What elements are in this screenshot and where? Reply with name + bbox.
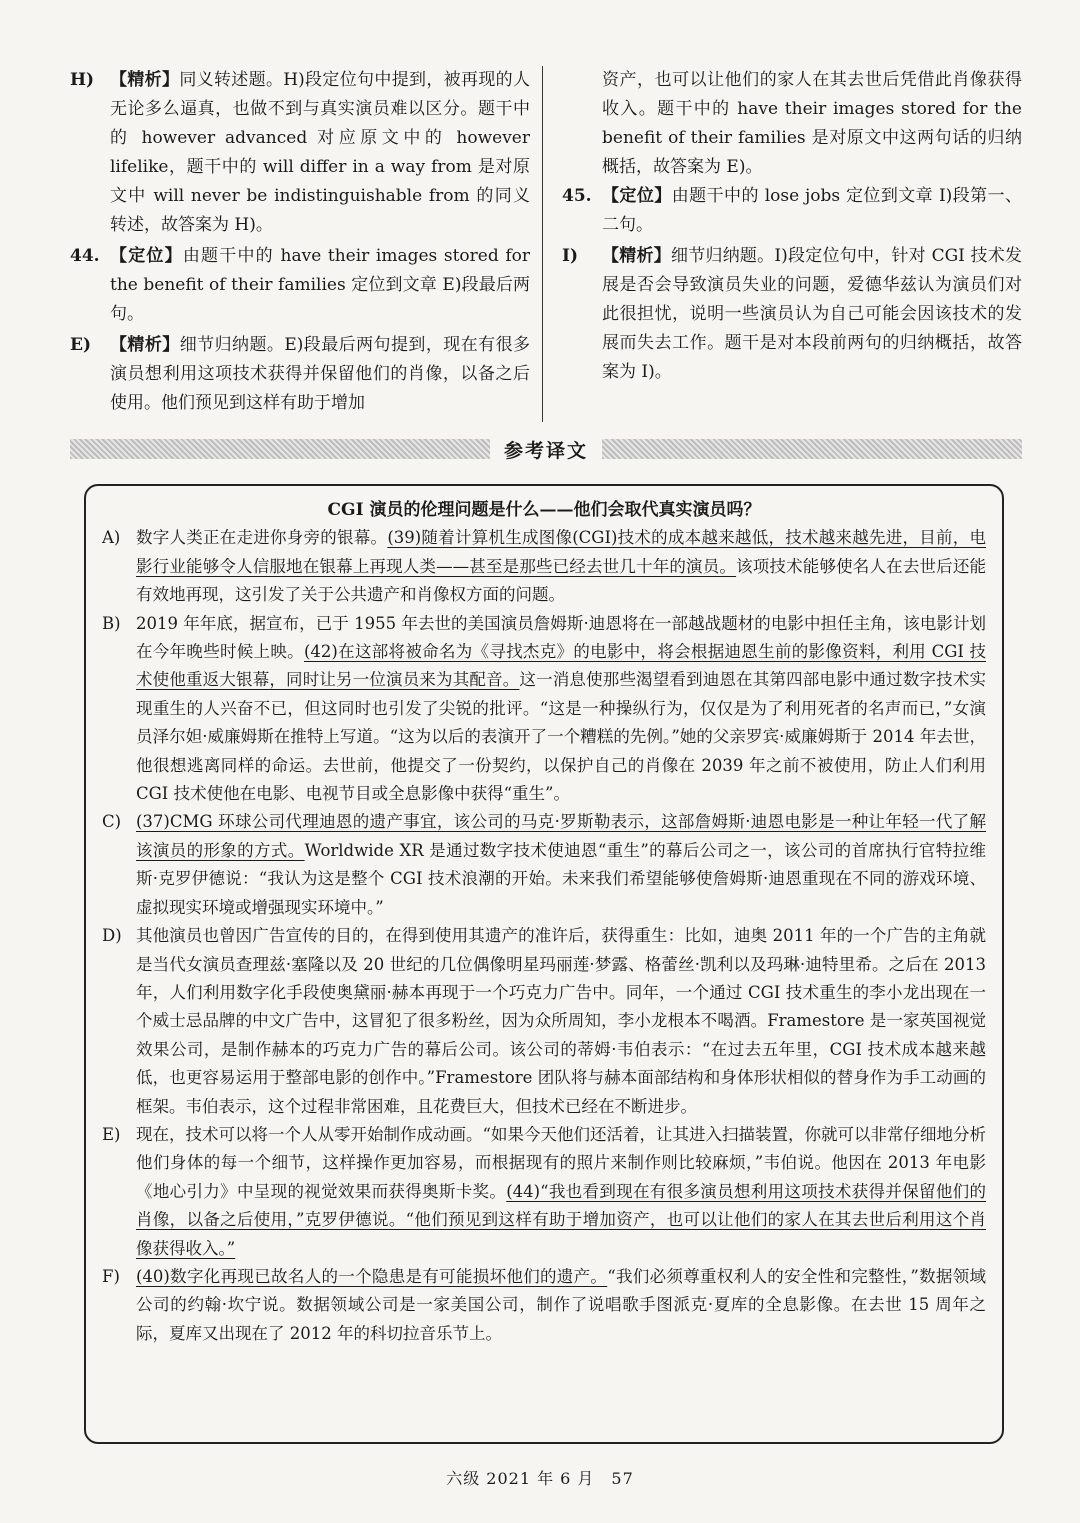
item-label: I) xyxy=(562,246,578,266)
section-title: 参考译文 xyxy=(504,439,589,462)
explanation-left-column xyxy=(70,66,543,422)
paragraph-label: C) xyxy=(102,812,122,832)
question-number: 44. xyxy=(70,246,100,266)
paragraph-a xyxy=(102,524,986,609)
question-number: 45. xyxy=(562,186,592,206)
answer-e-explanation xyxy=(70,331,530,418)
answer-h-explanation xyxy=(70,66,530,240)
paragraph-text: 现在，技术可以将一个人从零开始制作成动画。“如果今天他们还活着，让其进入扫描装置，你就可以非常仔细地分析他们身体的每一个细节，这样操作更加容易，而根据现有的照片来制作则比较麻烦，”韦伯说。他因在 2013 年电影《地心引力》中呈现的视觉效果而获得奥斯卡奖。 xyxy=(136,1124,986,1201)
paragraph-label: D) xyxy=(102,926,122,946)
question-44-locate xyxy=(70,242,530,329)
paragraph-d xyxy=(102,922,986,1121)
pattern-bar-left xyxy=(70,439,490,459)
underlined-text: (37)CMG 环球公司代理迪恩的遗产事宜，该公司的马克·罗斯勒表示，这部詹姆斯·迪恩电影是一种让年轻一代了解该演员的形象的方式。 xyxy=(136,812,986,860)
answer-e-continued: 资产，也可以让他们的家人在其去世后凭借此肖像获得收入。题干中的 have their images stored for the benefit of their families 是对原文中这两句话的归纳概括，故答案为 E)。 xyxy=(602,70,1022,177)
analysis-tag: 【精析】 xyxy=(602,246,671,266)
locate-tag: 【定位】 xyxy=(110,246,183,266)
paragraph-e xyxy=(102,1121,986,1263)
question-45-locate xyxy=(562,182,1022,240)
underlined-text: (42)在这部将被命名为《寻找杰克》的电影中，将会根据迪恩生前的影像资料，利用 CGI 技术使他重返大银幕，同时让另一位演员来为其配音。 xyxy=(136,642,986,690)
paragraph-c xyxy=(102,808,986,922)
section-header-bar xyxy=(70,436,1022,462)
underlined-text: (40)数字化再现已故名人的一个隐患是有可能损坏他们的遗产。 xyxy=(136,1266,608,1286)
paragraph-text: Worldwide XR 是通过数字技术使迪恩“重生”的幕后公司之一，该公司的首席执行官特拉维斯·克罗伊德说：“我认为这是整个 CGI 技术浪潮的开始。未来我们希望能够使詹姆斯·迪恩重现在不同的游戏环境、虚拟现实环境或增强现实环境中。” xyxy=(136,840,986,917)
explanation-text: 同义转述题。H)段定位句中提到，被再现的人无论多么逼真，也做不到与真实演员难以区分。题干中的 however advanced 对应原文中的 however lifelike，题干中的 will differ in a way from 是对原文中 will never be indistinguishable from 的同义转述，故答案为 H)。 xyxy=(110,70,530,235)
paragraph-label: B) xyxy=(102,613,121,633)
paragraph-f xyxy=(102,1263,986,1348)
paragraph-label: E) xyxy=(102,1124,121,1144)
explanation-text: 由题干中的 lose jobs 定位到文章 I)段第一、二句。 xyxy=(602,186,1023,235)
answer-i-explanation xyxy=(562,242,1022,387)
explanation-text: 由题干中的 have their images stored for the benefit of their families 定位到文章 E)段最后两句。 xyxy=(110,246,530,324)
paragraph-text: 其他演员也曾因广告宣传的目的，在得到使用其遗产的准许后，获得重生：比如，迪奥 2011 年的一个广告的主角就是当代女演员查理兹·塞隆以及 20 世纪的几位偶像明星玛丽莲·梦露、格蕾丝·凯利以及玛琳·迪特里希。之后在 2013 年，人们利用数字化手段使奥黛丽·赫本再现于一个巧克力广告中。同年，一个通过 CGI 技术重生的李小龙出现在一个威士忌品牌的中文广告中，这冒犯了很多粉丝，因为众所周知，李小龙根本不喝酒。Framestore 是一家英国视觉效果公司，是制作赫本的巧克力广告的幕后公司。该公司的蒂姆·韦伯表示：“在过去五年里，CGI 技术成本越来越低，也更容易运用于整部电影的创作中。”Framestore 团队将与赫本面部结构和身体形状相似的替身作为手工动画的框架。韦伯表示，这个过程非常困难，且花费巨大，但技术已经在不断进步。 xyxy=(136,926,986,1116)
paragraph-label: F) xyxy=(102,1266,120,1286)
paragraph-label: A) xyxy=(102,528,121,548)
translation-title: CGI 演员的伦理问题是什么——他们会取代真实演员吗？ xyxy=(327,500,761,520)
item-label: E) xyxy=(70,335,92,355)
locate-tag: 【定位】 xyxy=(602,186,672,206)
explanation-text: 细节归纳题。I)段定位句中，针对 CGI 技术发展是否会导致演员失业的问题，爱德华兹认为演员们对此很担忧，说明一些演员认为自己可能会因该技术的发展而失去工作。题干是对本段前两句的归纳概括，故答案为 I)。 xyxy=(602,246,1022,382)
paragraph-text: 该项技术能够使名人在去世后还能有效地再现，这引发了关于公共遗产和肖像权方面的问题。 xyxy=(136,556,987,605)
analysis-tag: 【精析】 xyxy=(110,335,180,355)
underlined-text: (44)“我也看到现在有很多演员想利用这项技术获得并保留他们的肖像，以备之后使用，”克罗伊德说。“他们预见到这样有助于增加资产，也可以让他们的家人在其去世后利用这个肖像获得收入。” xyxy=(136,1181,987,1258)
page-footer: 六级 2021 年 6 月 57 xyxy=(446,1469,634,1488)
item-label: H) xyxy=(70,70,95,90)
paragraph-text: 这一消息使那些渴望看到迪恩在其第四部电影中通过数字技术实现重生的人兴奋不已，但这同时也引发了尖锐的批评。“这是一种操纵行为，仅仅是为了利用死者的名声而已，”女演员泽尔妲·威廉姆斯在推特上写道。“这为以后的表演开了一个糟糕的先例。”她的父亲罗宾·威廉姆斯于 2014 年去世，他很想逃离同样的命运。去世前，他提交了一份契约，以保护自己的肖像在 2039 年之前不被使用，防止人们利用 CGI 技术使他在电影、电视节目或全息影像中获得“重生”。 xyxy=(136,670,987,804)
pattern-bar-right xyxy=(602,439,1022,459)
explanation-text: 细节归纳题。E)段最后两句提到，现在有很多演员想利用这项技术获得并保留他们的肖像，以备之后使用。他们预见到这样有助于增加 xyxy=(110,335,530,413)
paragraph-b xyxy=(102,610,986,809)
paragraph-text: 2019 年年底，据宣布，已于 1955 年去世的美国演员詹姆斯·迪恩将在一部越战题材的电影中担任主角，该电影计划在今年晚些时候上映。 xyxy=(136,613,986,662)
paragraph-text: “我们必须尊重权利人的安全性和完整性，”数据领域公司的约翰·坎宁说。数据领域公司是一家美国公司，制作了说唱歌手图派克·夏库的全息影像。在去世 15 周年之际，夏库又出现在了 2012 年的科切拉音乐节上。 xyxy=(136,1266,987,1343)
analysis-tag: 【精析】 xyxy=(110,70,180,90)
paragraph-text: 数字人类正在走进你身旁的银幕。 xyxy=(136,528,388,548)
translation-box xyxy=(84,484,1004,1444)
explanation-right-column xyxy=(562,66,1022,389)
underlined-text: (39)随着计算机生成图像(CGI)技术的成本越来越低，技术越来越先进，目前，电影行业能够令人信服地在银幕上再现人类——甚至是那些已经去世几十年的演员。 xyxy=(136,528,986,576)
